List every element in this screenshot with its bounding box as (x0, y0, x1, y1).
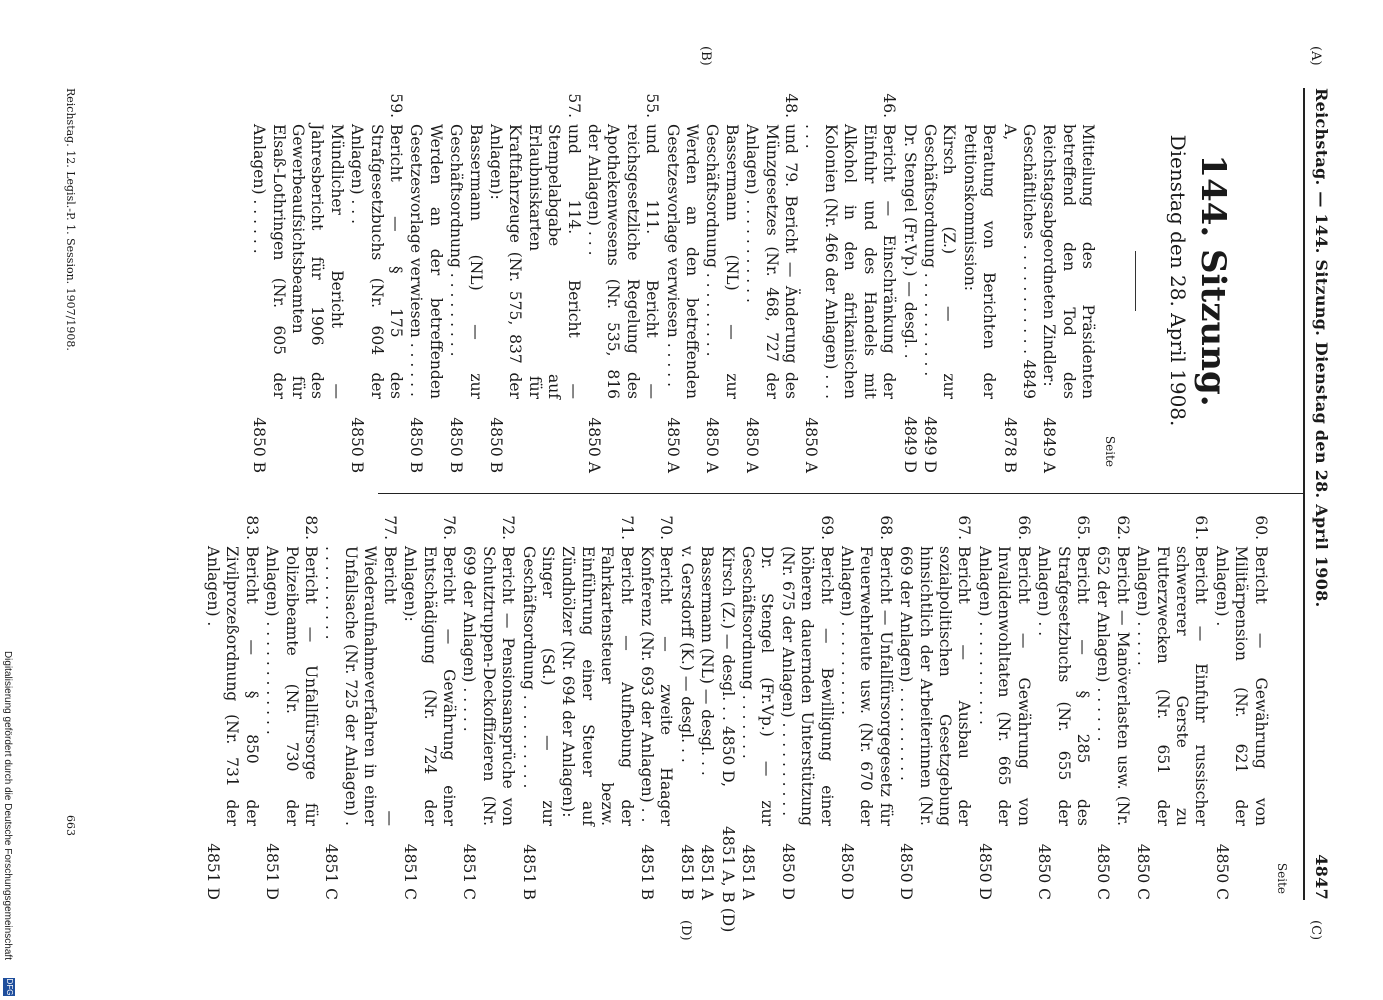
toc-entry (920, 88, 959, 473)
toc-entry-page: 4849 D (900, 416, 919, 473)
toc-entry-text: Werden an den betreffenden Gesetzesvorlage verwiesen . . . . . (663, 124, 702, 399)
toc-entry (347, 88, 405, 473)
footer-legislature: Reichstag. 12. Legisl.-P. 1. Session. 1907/1908. (64, 88, 77, 351)
toc-entry-text: Bericht — Wiederaufnahmeverfahren in einer Unfallsache (Nr. 725 der Anlagen) . . . . . . . . . . . (322, 546, 399, 826)
toc-entry (742, 88, 800, 473)
toc-entry-page: 4850 A (663, 417, 682, 473)
toc-entry-number: 46. (880, 93, 899, 118)
toc-entry-text: Bericht — Pensionsansprüche von Schutztruppen-Deckoffizieren (Nr. 699 der Anlagen) . . . . . (460, 546, 518, 826)
toc-entry-page: 4851 A, B (D) (718, 826, 737, 933)
toc-entry-number: 48. (782, 93, 801, 118)
toc-entry (959, 88, 998, 473)
toc-entry-text: Bassermann (NL) — zur Geschäftsordnung . . . . . . . . . (447, 124, 485, 399)
toc-entry-number: 65. (1073, 515, 1092, 540)
toc-entry-text: Bericht — Einschränkung der Einfuhr und des Handels mit Alkohol in den afrikanischen Kolonien (Nr. 466 der Anlagen) . . . . . . (802, 124, 899, 399)
toc-entry (777, 510, 835, 900)
toc-entry-page: 4849 A (1040, 417, 1059, 473)
toc-entry-number: 72. (499, 515, 518, 540)
toc-entry (558, 510, 636, 900)
toc-entry-page: 4850 A (703, 417, 722, 473)
toc-entry (518, 510, 557, 900)
toc-entry-page: 4850 A (802, 417, 821, 473)
toc-entry-text: Bericht — Manöverlasten usw. (Nr. 652 der Anlagen) . . . . . . (1094, 546, 1132, 826)
toc-entry-page: 4851 C (460, 843, 479, 900)
toc-entry (801, 88, 898, 473)
toc-entry-number: 77. (380, 515, 399, 540)
toc-entry-page: 4850 B (250, 417, 269, 473)
toc-entry-page: 4851 A (698, 844, 717, 900)
toc-entry-page: 4851 B (519, 844, 538, 900)
toc-entry-text: und 111. Bericht — reichsgesetzliche Regelung des Apothekenwesens (Nr. 535, 816 der Anlagen) . . . (585, 124, 662, 399)
toc-entry-page: 4850 A (743, 417, 762, 473)
toc-entry-text: Kirsch (Z.) — zur Geschäftsordnung . . . . . . . . . . . (920, 124, 959, 399)
toc-entry (584, 88, 662, 473)
toc-entry-text: Singer (Sd.) — zur Geschäftsordnung . . . . . . . . . . (519, 546, 557, 826)
toc-entry-page: 4851 D (204, 843, 223, 900)
toc-entry (975, 510, 1033, 900)
toc-entry-number: 60. (1251, 515, 1270, 540)
toc-entry-number: 61. (1192, 515, 1211, 540)
toc-entry (1211, 510, 1269, 900)
toc-entry-text: Dr. Stengel (Fr.Vp.) — zur Geschäftsordnung . . . . . . . (739, 546, 777, 826)
toc-entry-page: 4850 D (975, 843, 994, 900)
toc-entry-number: 69. (817, 515, 836, 540)
toc-entry (459, 510, 517, 900)
toc-entry-text: Bericht — Unfallfürsorgegesetz für Feuerwehrleute usw. (Nr. 670 der Anlagen) . . . . . . . . . . (838, 546, 895, 826)
toc-entry-page: 4850 D (838, 843, 857, 900)
margin-marker-c: (C) (1308, 920, 1323, 941)
toc-entry-page: 4850 C (1134, 843, 1153, 900)
toc-entry-page: 4851 D (263, 843, 282, 900)
toc-entry-number: 82. (302, 515, 321, 540)
toc-entry-text: Dr. Stengel (Fr.Vp.) — desgl. . (900, 124, 919, 359)
toc-entry-number: 55. (643, 93, 662, 118)
toc-entry-page: 4851 C (401, 843, 420, 900)
toc-entry-text: Bassermann (NL) — desgl. . . (698, 546, 717, 776)
toc-entry-page: 4878 B (1000, 417, 1019, 473)
toc-entry (203, 510, 261, 900)
page-number: 4847 (1312, 854, 1331, 900)
toc-entry-page: 4851 B (677, 844, 696, 900)
toc-entry (702, 88, 741, 473)
toc-entry-text: Bericht — Ausbau der sozialpolitischen Gesetzgebung hinsichtlich der Arbeiterinnen (Nr. 669 der Anlagen) . . . . . . . . . . (897, 546, 974, 826)
seite-label: Seite (1275, 862, 1289, 894)
toc-entry (1039, 88, 1097, 473)
toc-entry (1133, 510, 1211, 900)
digitization-note: Digitalisierung gefördert durch die Deutsche Forschungsgemeinschaft (2, 650, 13, 960)
toc-entry-text: Geschäftliches . . . . . . . . . . . 4849 A, (1000, 124, 1038, 399)
dfg-logo: DFG (5, 978, 14, 996)
toc-entry-text: Bericht — Unfallfürsorge für Polizeibeamte (Nr. 730 der Anlagen) . . . . . . . . . . . . (263, 546, 321, 826)
toc-entry-number: 76. (439, 515, 458, 540)
toc-entry (262, 510, 320, 900)
toc-entry (400, 510, 458, 900)
left-entry-list (249, 88, 1097, 473)
right-column (202, 510, 1291, 933)
toc-entry-text: v. Gersdorff (K.) — desgl. . . (677, 546, 696, 763)
toc-entry (676, 510, 695, 900)
toc-entry (697, 510, 716, 900)
toc-entry-page: 4851 A (739, 844, 758, 900)
toc-entry (1093, 510, 1132, 900)
toc-entry-page: 4850 B (487, 417, 505, 473)
toc-entry-text: Bericht — Gewährung von Militärpension (Nr. 621 der Anlagen) . (1212, 546, 1270, 826)
toc-entry-text: Mündlicher Bericht — Jahresbericht für 1906 des Gewerbeaufsichtsbeamten für Elsaß-Lothringen (Nr. 605 der Anlagen) . . . . . . (250, 124, 346, 399)
toc-entry-number: 62. (1113, 515, 1132, 540)
toc-entry-text: Bericht — § 175 des Strafgesetzbuchs (Nr. 604 der Anlagen) . . . (348, 124, 405, 399)
toc-entry (837, 510, 895, 900)
toc-entry (1034, 510, 1092, 900)
toc-entry-number: 67. (955, 515, 974, 540)
session-date: Dienstag den 28. April 1908. (1166, 134, 1190, 427)
toc-entry-page: 4849 D (920, 416, 939, 473)
running-header (1309, 88, 1331, 900)
left-column (248, 88, 1293, 473)
toc-entry-page: 4850 A (585, 417, 604, 473)
toc-entry-text: Bassermann (NL) — zur Geschäftsordnung . . . . . . . . . (703, 124, 741, 399)
margin-marker-d: (D) (678, 920, 693, 941)
toc-entry-number: 70. (657, 515, 676, 540)
toc-entry-text: und 79. Bericht — Änderung des Münzgesetzes (Nr. 468, 727 der Anlagen) . . . . . . . . . . . (743, 124, 801, 399)
right-entry-list (203, 510, 1270, 933)
toc-entry-page: 4850 D (897, 843, 916, 900)
toc-entry-number: 59. (386, 93, 405, 118)
column-divider (378, 493, 1303, 494)
toc-entry-text: Mitteilung des Präsidenten betreffend den Tod des Reichstagsabgeordneten Zindler: (1040, 124, 1098, 399)
toc-entry-number: 83. (242, 515, 261, 540)
toc-entry-text: Beratung von Berichten der Petitionskommission: (960, 124, 999, 399)
toc-entry-text: Bericht — Gewährung einer Entschädigung (Nr. 724 der Anlagen): (401, 546, 458, 826)
toc-entry-text: Werden an der betreffenden Gesetzesvorlage verwiesen . . . . . . (407, 124, 445, 399)
toc-entry-number: 57. (564, 93, 583, 118)
toc-entry-page: 4851 B (638, 844, 656, 900)
toc-entry-text: Kirsch (Z.) — desgl. . . 4850 D, (718, 546, 737, 788)
toc-entry-text: Bericht — Bewilligung einer höheren dauernden Unterstützung (Nr. 675 der Anlagen) . . . . . . . . . . (778, 546, 836, 826)
toc-entry-text: Bericht — zweite Haager Konferenz (Nr. 693 der Anlagen) . . (638, 546, 676, 826)
sheet-number: 663 (64, 815, 77, 836)
toc-entry (662, 88, 701, 473)
toc-entry (738, 510, 777, 900)
toc-entry-page: 4850 C (1094, 843, 1113, 900)
toc-entry (446, 88, 485, 473)
margin-marker-b: (B) (698, 46, 713, 66)
toc-entry-page: 4851 C (322, 843, 341, 900)
toc-entry-text: Bericht — § 285 des Strafgesetzbuchs (Nr. 655 der Anlagen) . . (1035, 546, 1092, 826)
toc-entry (486, 88, 583, 473)
toc-entry-text: Bericht — § 850 der Zivilprozeßordnung (Nr. 731 der Anlagen) . (204, 546, 261, 826)
session-title: 144. Sitzung. (1193, 154, 1233, 407)
toc-entry (321, 510, 399, 900)
toc-entry-text: Bericht — Gewährung von Invalidenwohltaten (Nr. 665 der Anlagen) . . . . . . . . . . . (975, 546, 1033, 826)
toc-entry-number: 71. (617, 515, 636, 540)
seite-label: Seite (1102, 435, 1117, 467)
running-header-title: Reichstag. — 144. Sitzung. Dienstag den 28. April 1908. (1312, 88, 1331, 608)
toc-entry-number: 68. (876, 515, 895, 540)
toc-entry-text: Bericht — Einfuhr russischer schwererer Gerste zu Futterzwecken (Nr. 651 der Anlagen) . . . . . (1134, 546, 1211, 826)
toc-entry-text: und 114. Bericht — Stempelabgabe auf Erlaubniskarten für Kraftfahrzeuge (Nr. 575, 837 der Anlagen): (487, 124, 583, 399)
toc-entry (249, 88, 346, 473)
toc-entry (637, 510, 676, 900)
toc-entry (717, 510, 737, 933)
toc-entry (999, 88, 1038, 473)
toc-entry (406, 88, 445, 473)
toc-entry-number: 66. (1014, 515, 1033, 540)
margin-marker-a: (A) (1308, 46, 1323, 66)
toc-entry (896, 510, 974, 900)
toc-entry-page: 4850 D (778, 843, 797, 900)
toc-entry-page: 4850 C (1035, 843, 1054, 900)
header-rule (1303, 88, 1305, 900)
toc-entry-page: 4850 C (1212, 843, 1231, 900)
toc-entry-page: 4850 B (348, 417, 367, 473)
toc-entry-page: 4850 B (407, 417, 426, 473)
toc-entry-page: 4850 B (447, 417, 466, 473)
toc-entry (899, 88, 918, 473)
toc-entry-text: Bericht — Aufhebung der Fahrkartensteuer bezw. Einführung einer Steuer auf Zündhölzer (Nr. 694 der Anlagen): (559, 546, 636, 826)
title-rule (1135, 251, 1136, 311)
